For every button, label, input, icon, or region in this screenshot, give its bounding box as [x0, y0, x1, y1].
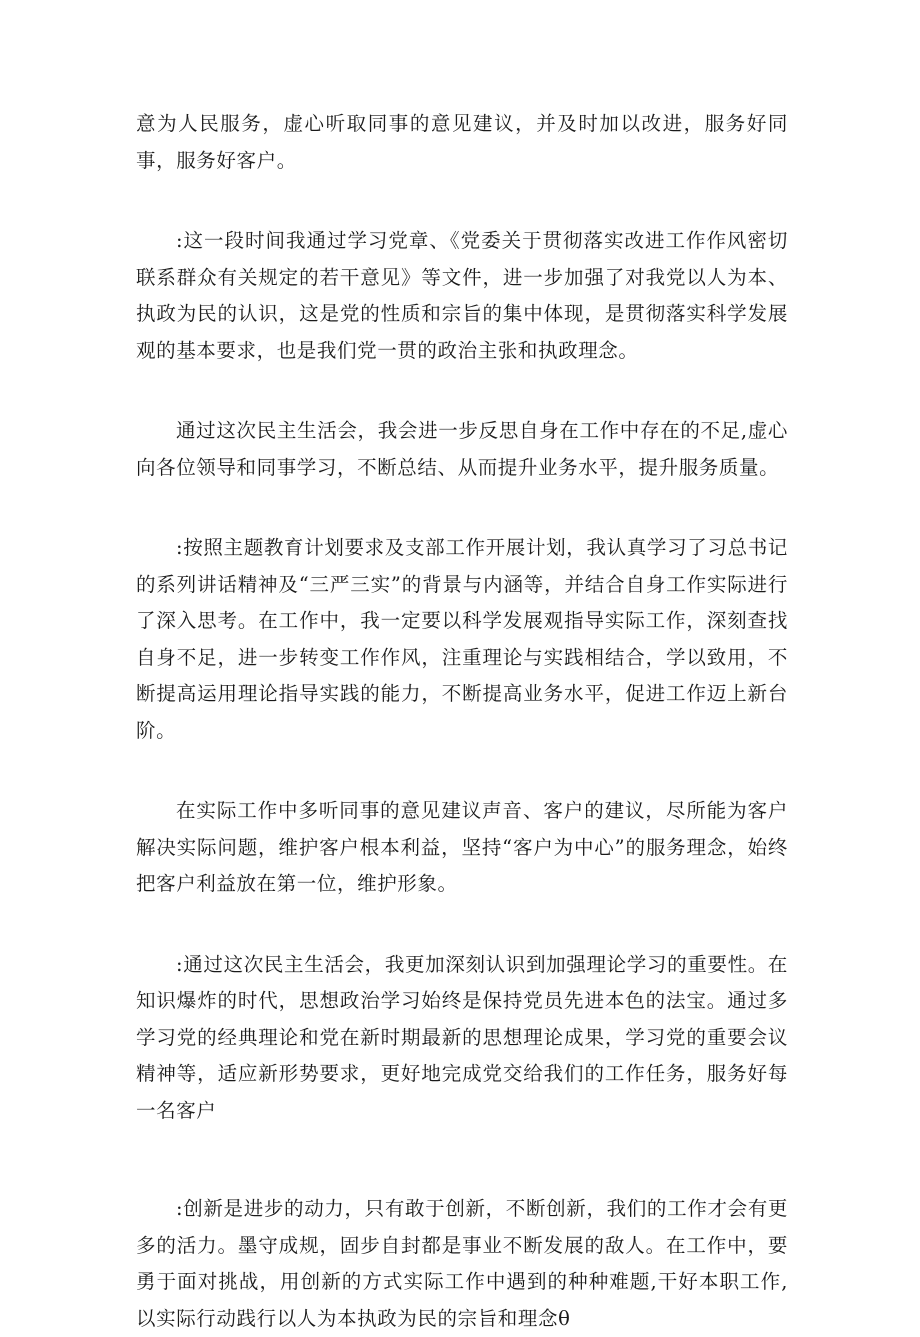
paragraph-spacer: [136, 179, 788, 223]
paragraph-party-constitution-study: :这一段时间我通过学习党章、《党委关于贯彻落实改进工作作风密切联系群众有关规定的若干意见》等文件，进一步加强了对我党以人为本、执政为民的认识，这是党的性质和宗旨的集中体现，是贯彻落实科学发展观的基本要求，也是我们党一贯的政治主张和执政理念。: [136, 229, 788, 362]
paragraph-spacer: [136, 1129, 788, 1191]
paragraph-democratic-life-reflection: 通过这次民主生活会，我会进一步反思自身在工作中存在的不足,虚心向各位领导和同事学习，不断总结、从而提升业务水平，提升服务质量。: [136, 419, 788, 479]
paragraph-spacer: [136, 369, 788, 413]
paragraph-continuation: 意为人民服务，虚心听取同事的意见建议，并及时加以改进，服务好同事，服务好客户。: [136, 112, 788, 172]
paragraph-customer-service: 在实际工作中多听同事的意见建议声音、客户的建议，尽所能为客户解决实际问题，维护客户根本利益，坚持“客户为中心”的服务理念，始终把客户利益放在第一位，维护形象。: [136, 799, 788, 895]
paragraph-theme-education: :按照主题教育计划要求及支部工作开展计划，我认真学习了习总书记的系列讲话精神及“三严三实”的背景与内涵等，并结合自身工作实际进行了深入思考。在工作中，我一定要以科学发展观指导实际工作，深刻查找自身不足，进一步转变工作作风，注重理论与实践相结合，学以致用，不断提高运用理论指导实践的能力，不断提高业务水平，促进工作迈上新台阶。: [136, 536, 788, 742]
paragraph-spacer: [136, 749, 788, 793]
paragraph-spacer: [136, 486, 788, 530]
document-body: [136, 106, 788, 1337]
paragraph-spacer: [136, 903, 788, 947]
paragraph-innovation: :创新是进步的动力，只有敢于创新，不断创新，我们的工作才会有更多的活力。墨守成规，固步自封都是事业不断发展的敌人。在工作中，要勇于面对挑战，用创新的方式实际工作中遇到的种种难题,干好本职工作,以实际行动践行以人为本执政为民的宗旨和理念θ: [136, 1197, 788, 1330]
paragraph-theory-study: :通过这次民主生活会，我更加深刻认识到加强理论学习的重要性。在知识爆炸的时代，思想政治学习始终是保持党员先进本色的法宝。通过多学习党的经典理论和党在新时期最新的思想理论成果，学习党的重要会议精神等，适应新形势要求，更好地完成党交给我们的工作任务，服务好每一名客户: [136, 952, 788, 1122]
